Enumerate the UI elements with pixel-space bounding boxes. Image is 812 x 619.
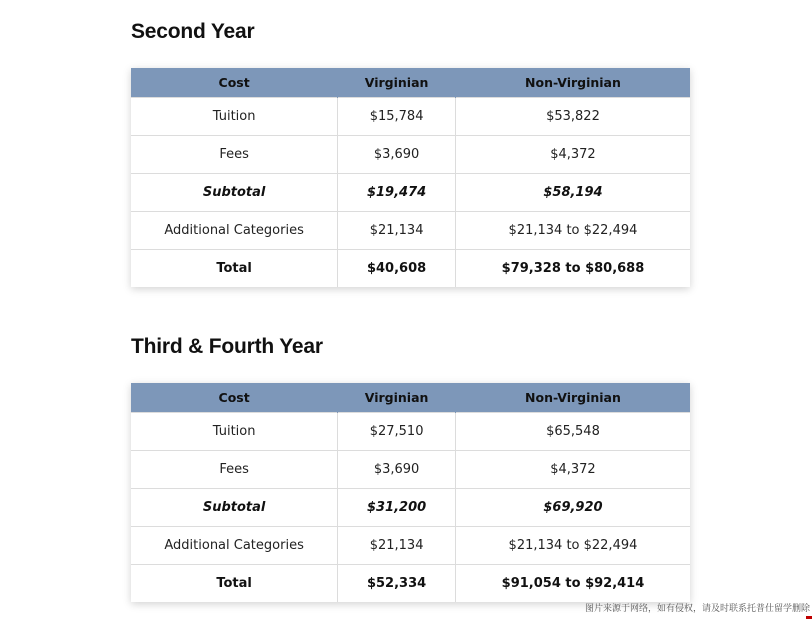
cell-virginian: $31,200 bbox=[338, 489, 456, 527]
table-row-total bbox=[131, 565, 690, 603]
cell-label: Total bbox=[131, 250, 338, 288]
table-header-row bbox=[131, 383, 690, 413]
cell-virginian: $3,690 bbox=[338, 451, 456, 489]
cell-virginian: $40,608 bbox=[338, 250, 456, 288]
cell-virginian: $3,690 bbox=[338, 136, 456, 174]
cell-non-virginian: $21,134 to $22,494 bbox=[455, 212, 690, 250]
cell-label: Additional Categories bbox=[131, 527, 338, 565]
cell-non-virginian: $65,548 bbox=[455, 413, 690, 451]
cell-label: Tuition bbox=[131, 413, 338, 451]
table-row-total bbox=[131, 250, 690, 288]
cell-virginian: $19,474 bbox=[338, 174, 456, 212]
cell-non-virginian: $4,372 bbox=[455, 136, 690, 174]
cell-non-virginian: $91,054 to $92,414 bbox=[455, 565, 690, 603]
column-header-non-virginian: Non-Virginian bbox=[455, 383, 690, 413]
cell-non-virginian: $53,822 bbox=[455, 98, 690, 136]
column-header-non-virginian: Non-Virginian bbox=[455, 68, 690, 98]
cell-label: Fees bbox=[131, 451, 338, 489]
cell-label: Additional Categories bbox=[131, 212, 338, 250]
cell-label: Total bbox=[131, 565, 338, 603]
cell-label: Tuition bbox=[131, 98, 338, 136]
cell-label: Subtotal bbox=[131, 489, 338, 527]
cell-virginian: $15,784 bbox=[338, 98, 456, 136]
column-header-cost: Cost bbox=[131, 68, 338, 98]
cell-virginian: $21,134 bbox=[338, 212, 456, 250]
cell-non-virginian: $58,194 bbox=[455, 174, 690, 212]
table-row-tuition bbox=[131, 98, 690, 136]
section-title-third-fourth-year: Third & Fourth Year bbox=[131, 335, 323, 358]
table-row-subtotal bbox=[131, 489, 690, 527]
column-header-cost: Cost bbox=[131, 383, 338, 413]
cost-table-third-fourth-year bbox=[131, 383, 690, 602]
column-header-virginian: Virginian bbox=[338, 68, 456, 98]
cell-non-virginian: $79,328 to $80,688 bbox=[455, 250, 690, 288]
table-header-row bbox=[131, 68, 690, 98]
cell-label: Fees bbox=[131, 136, 338, 174]
cell-virginian: $27,510 bbox=[338, 413, 456, 451]
watermark-caption: 图片来源于网络，如有侵权，请及时联系托普仕留学删除 bbox=[584, 604, 810, 614]
cell-non-virginian: $21,134 to $22,494 bbox=[455, 527, 690, 565]
table-row-fees bbox=[131, 451, 690, 489]
section-title-second-year: Second Year bbox=[131, 20, 255, 43]
table-row-tuition bbox=[131, 413, 690, 451]
cell-non-virginian: $4,372 bbox=[455, 451, 690, 489]
table-row-additional-categories bbox=[131, 527, 690, 565]
cell-label: Subtotal bbox=[131, 174, 338, 212]
cost-table-second-year bbox=[131, 68, 690, 287]
table-row-subtotal bbox=[131, 174, 690, 212]
table-row-fees bbox=[131, 136, 690, 174]
cell-virginian: $52,334 bbox=[338, 565, 456, 603]
cell-virginian: $21,134 bbox=[338, 527, 456, 565]
cell-non-virginian: $69,920 bbox=[455, 489, 690, 527]
table-row-additional-categories bbox=[131, 212, 690, 250]
column-header-virginian: Virginian bbox=[338, 383, 456, 413]
